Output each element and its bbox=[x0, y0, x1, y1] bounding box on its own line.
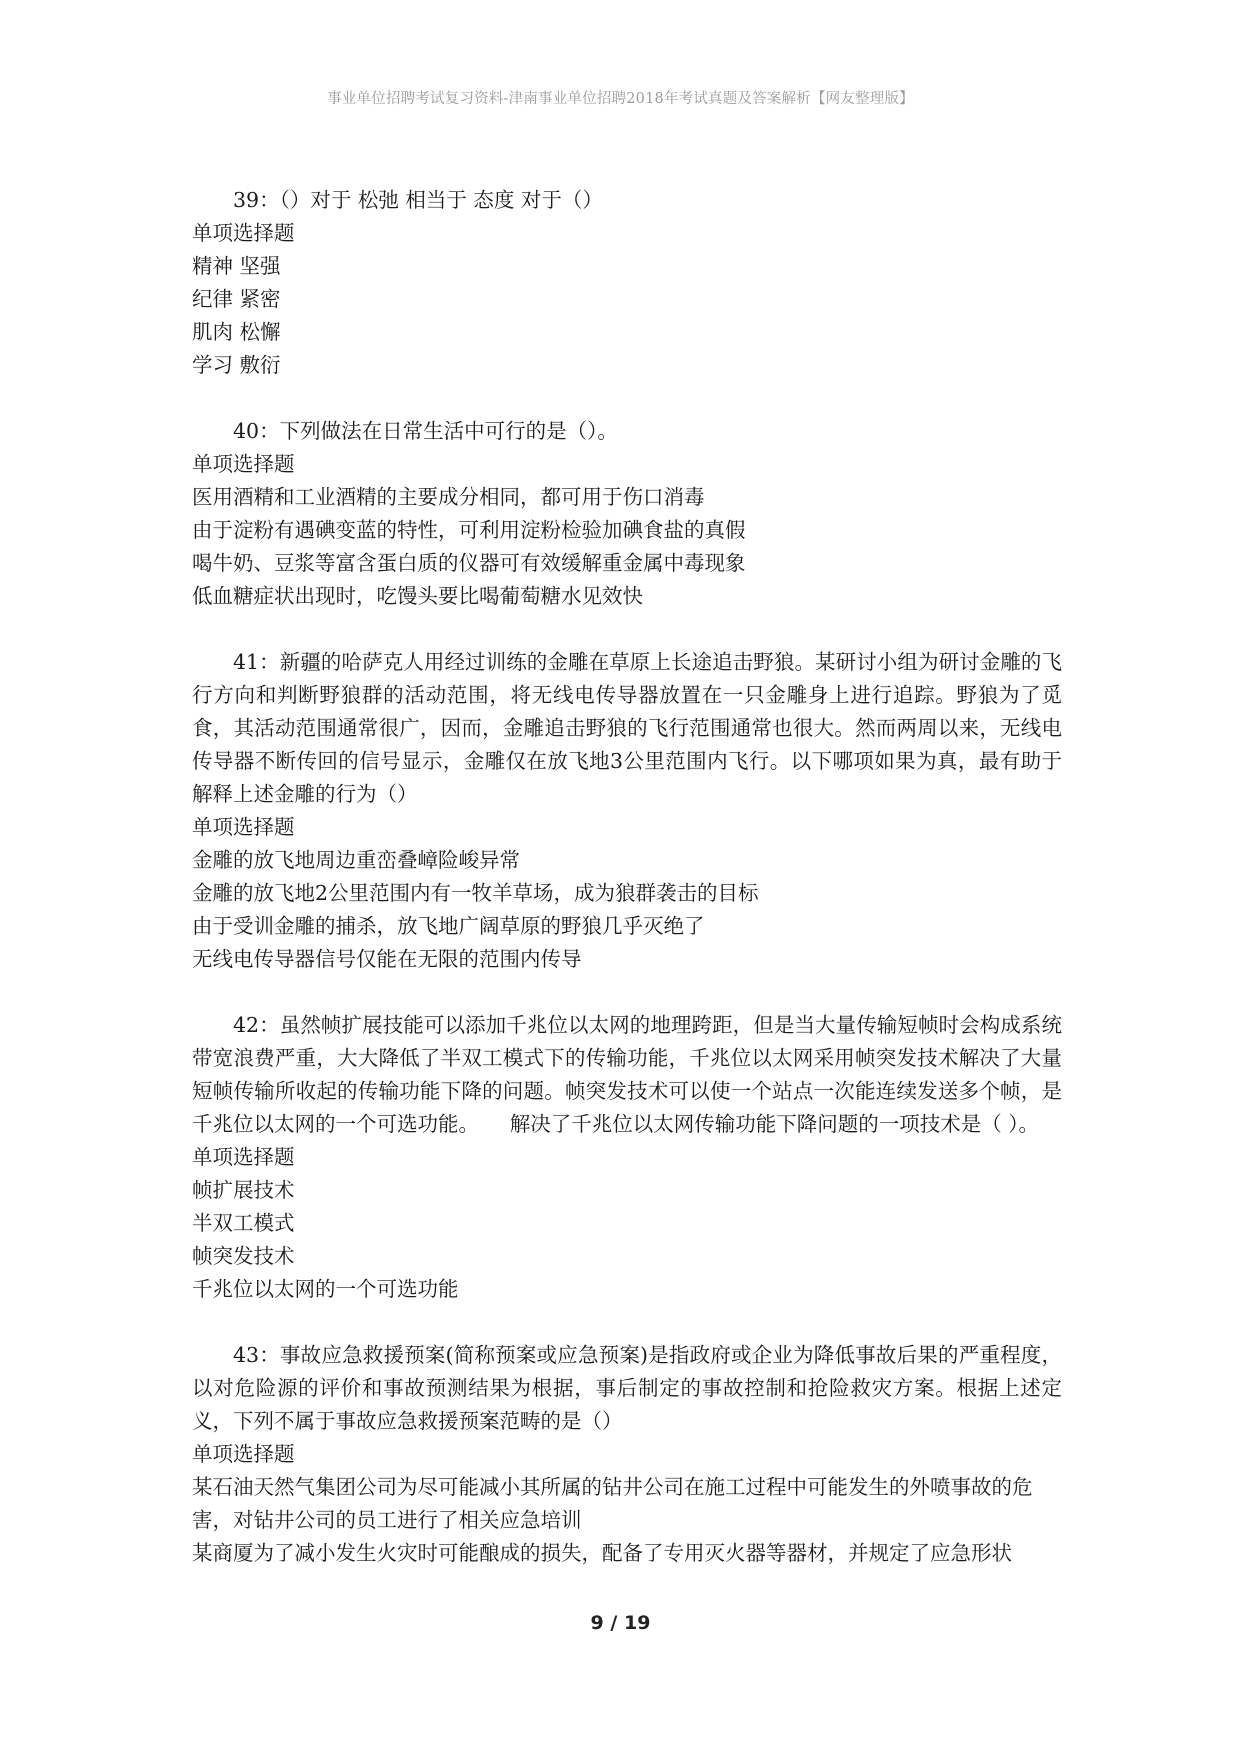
question-40 bbox=[192, 415, 1062, 613]
option-a: 医用酒精和工业酒精的主要成分相同，都可用于伤口消毒 bbox=[192, 485, 705, 509]
question-type: 单项选择题 bbox=[192, 815, 295, 839]
question-type: 单项选择题 bbox=[192, 221, 295, 245]
option-c: 由于受训金雕的捕杀，放飞地广阔草原的野狼几乎灭绝了 bbox=[192, 914, 705, 938]
option-a: 精神 坚强 bbox=[192, 254, 281, 278]
question-41 bbox=[192, 646, 1062, 976]
question-list bbox=[192, 184, 1062, 1570]
option-d: 千兆位以太网的一个可选功能 bbox=[192, 1277, 459, 1301]
option-d: 学习 敷衍 bbox=[192, 353, 281, 377]
option-c: 帧突发技术 bbox=[192, 1244, 295, 1268]
option-b: 纪律 紧密 bbox=[192, 287, 281, 311]
option-b: 由于淀粉有遇碘变蓝的特性，可利用淀粉检验加碘食盐的真假 bbox=[192, 518, 746, 542]
question-stem: 41：新疆的哈萨克人用经过训练的金雕在草原上长途追击野狼。某研讨小组为研讨金雕的飞行方向和判断野狼群的活动范围，将无线电传导器放置在一只金雕身上进行追踪。野狼为了觅食，其活动范围通常很广，因而，金雕追击野狼的飞行范围通常也很大。然而两周以来，无线电传导器不断传回的信号显示，金雕仅在放飞地3公里范围内飞行。以下哪项如果为真，最有助于解释上述金雕的行为（） bbox=[192, 650, 1062, 806]
option-a: 帧扩展技术 bbox=[192, 1178, 295, 1202]
option-c: 喝牛奶、豆浆等富含蛋白质的仪器可有效缓解重金属中毒现象 bbox=[192, 551, 746, 575]
question-type: 单项选择题 bbox=[192, 1145, 295, 1169]
option-b: 半双工模式 bbox=[192, 1211, 295, 1235]
question-stem: 40：下列做法在日常生活中可行的是（）。 bbox=[233, 419, 618, 443]
option-d: 无线电传导器信号仅能在无限的范围内传导 bbox=[192, 947, 582, 971]
page-number bbox=[0, 1612, 1241, 1634]
option-a: 金雕的放飞地周边重峦叠嶂险峻异常 bbox=[192, 848, 520, 872]
page-separator: / bbox=[610, 1612, 618, 1634]
question-stem: 42：虽然帧扩展技能可以添加千兆位以太网的地理跨距，但是当大量传输短帧时会构成系统带宽浪费严重，大大降低了半双工模式下的传输功能，千兆位以太网采用帧突发技术解决了大量短帧传输所收起的传输功能下降的问题。帧突发技术可以使一个站点一次能连续发送多个帧，是千兆位以太网的一个可选功能。 解决了千兆位以太网传输功能下降问题的一项技术是（ ）。 bbox=[192, 1013, 1062, 1136]
page-total: 19 bbox=[623, 1612, 651, 1634]
question-43 bbox=[192, 1339, 1062, 1570]
option-b: 金雕的放飞地2公里范围内有一牧羊草场，成为狼群袭击的目标 bbox=[192, 881, 759, 905]
question-type: 单项选择题 bbox=[192, 452, 295, 476]
question-42 bbox=[192, 1009, 1062, 1306]
option-d: 低血糖症状出现时，吃馒头要比喝葡萄糖水见效快 bbox=[192, 584, 643, 608]
option-a: 某石油天然气集团公司为尽可能减小其所属的钻井公司在施工过程中可能发生的外喷事故的危害，对钻井公司的员工进行了相关应急培训 bbox=[192, 1475, 1033, 1532]
question-stem: 39：（）对于 松弛 相当于 态度 对于（） bbox=[233, 188, 603, 212]
option-b: 某商厦为了减小发生火灾时可能酿成的损失，配备了专用灭火器等器材，并规定了应急形状 bbox=[192, 1541, 1012, 1565]
page-header: 事业单位招聘考试复习资料-津南事业单位招聘2018年考试真题及答案解析【网友整理版】 bbox=[327, 91, 914, 107]
question-type: 单项选择题 bbox=[192, 1442, 295, 1466]
option-c: 肌肉 松懈 bbox=[192, 320, 281, 344]
page-current: 9 bbox=[590, 1612, 604, 1634]
question-stem: 43：事故应急救援预案(简称预案或应急预案)是指政府或企业为降低事故后果的严重程度，以对危险源的评价和事故预测结果为根据，事后制定的事故控制和抢险救灾方案。根据上述定义，下列不属于事故应急救援预案范畴的是（） bbox=[192, 1343, 1062, 1433]
question-39 bbox=[192, 184, 1062, 382]
